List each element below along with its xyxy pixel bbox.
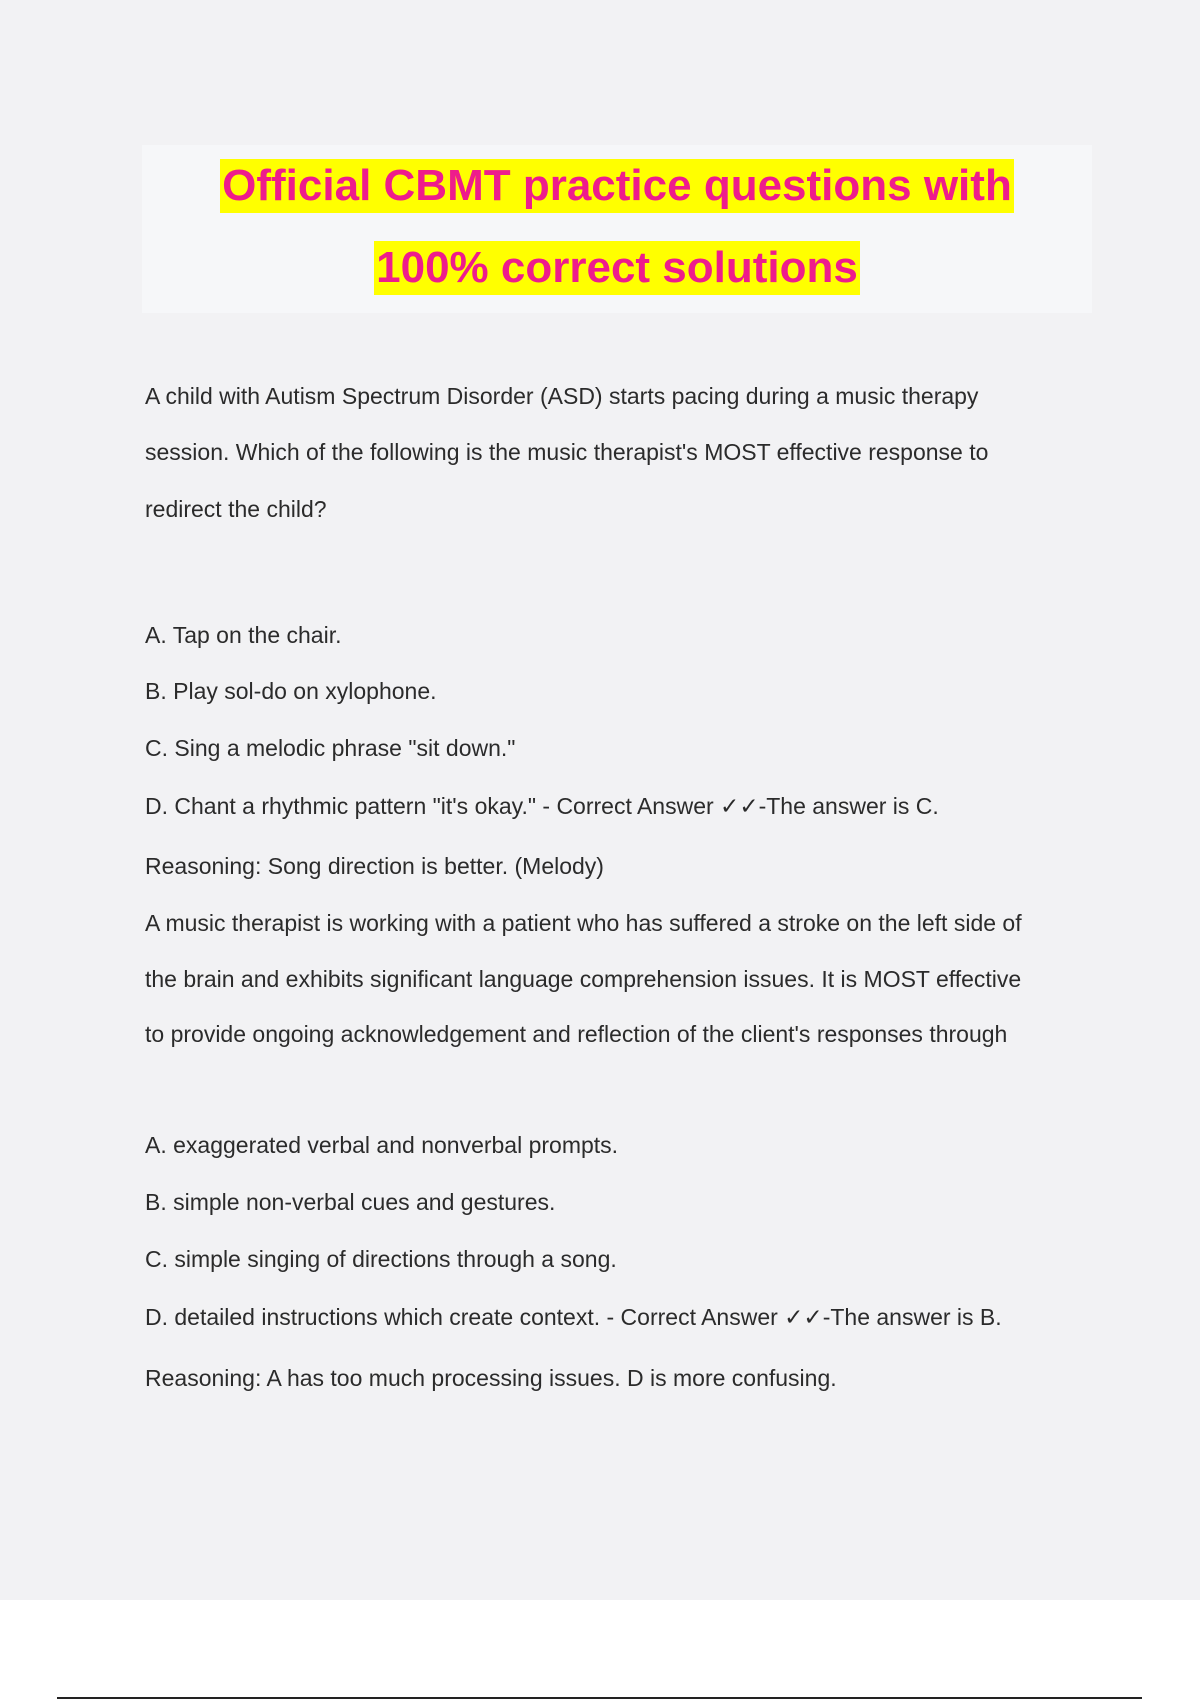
page-title-line-1: Official CBMT practice questions with	[220, 159, 1014, 213]
question-2-reasoning: Reasoning: A has too much processing issues. D is more confusing.	[145, 1365, 837, 1391]
question-1-option-a: A. Tap on the chair.	[145, 622, 342, 648]
question-2-stem-line-3: to provide ongoing acknowledgement and reflection of the client's responses through	[145, 1021, 1008, 1047]
footer-divider	[57, 1697, 1142, 1699]
question-1-option-b: B. Play sol-do on xylophone.	[145, 678, 437, 704]
question-2-stem-line-1: A music therapist is working with a patient who has suffered a stroke on the left side of	[145, 910, 1022, 936]
question-1-stem-line-1: A child with Autism Spectrum Disorder (ASD) starts pacing during a music therapy	[145, 383, 979, 409]
question-1-option-c: C. Sing a melodic phrase "sit down."	[145, 735, 516, 761]
title-block	[142, 145, 1092, 313]
question-1-option-d-answer: D. Chant a rhythmic pattern "it's okay." - Correct Answer ✓✓-The answer is C.	[145, 793, 939, 819]
question-2-option-a: A. exaggerated verbal and nonverbal prompts.	[145, 1132, 619, 1158]
question-1-stem-line-3: redirect the child?	[145, 496, 327, 522]
question-2-option-d-answer: D. detailed instructions which create context. - Correct Answer ✓✓-The answer is B.	[145, 1304, 1002, 1330]
page-title-line-2: 100% correct solutions	[374, 241, 860, 295]
question-2-option-b: B. simple non-verbal cues and gestures.	[145, 1189, 556, 1215]
question-1-stem-line-2: session. Which of the following is the music therapist's MOST effective response to	[145, 439, 989, 465]
question-2-stem-line-2: the brain and exhibits significant language comprehension issues. It is MOST effective	[145, 966, 1022, 992]
question-1-reasoning: Reasoning: Song direction is better. (Melody)	[145, 853, 604, 879]
question-2-option-c: C. simple singing of directions through a song.	[145, 1246, 617, 1272]
